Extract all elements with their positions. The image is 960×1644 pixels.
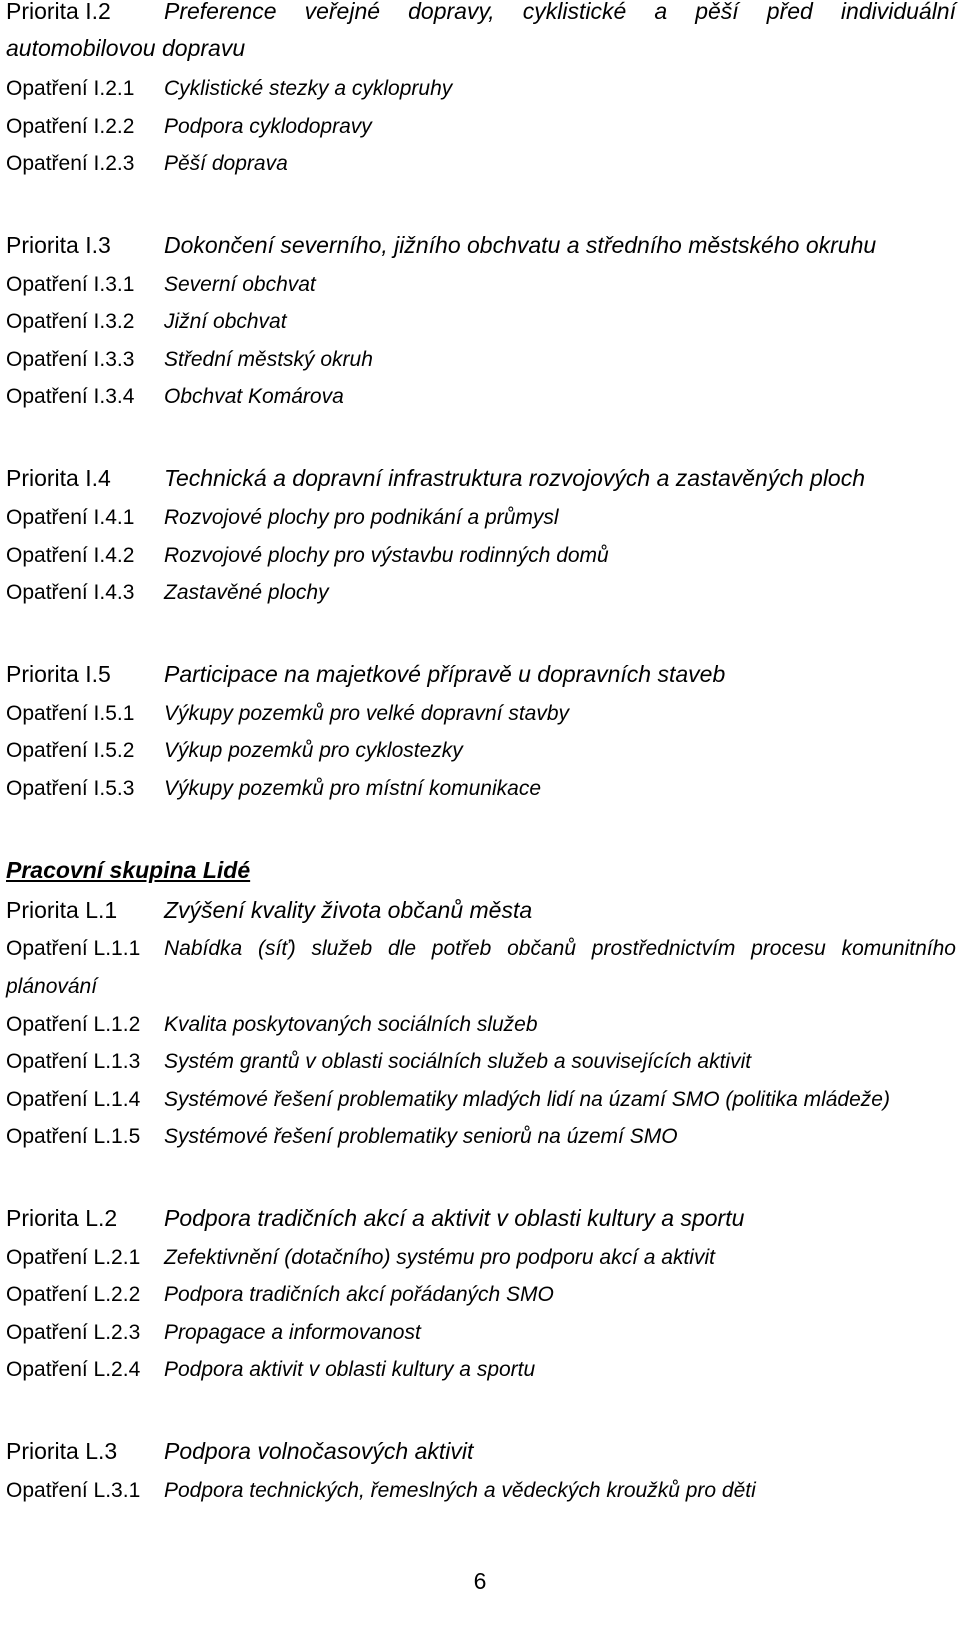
measure-title: Zefektivnění (dotačního) systému pro podporu akcí a aktivit <box>164 1246 715 1269</box>
priority-code: Priorita I.4 <box>6 465 111 491</box>
measure-row <box>6 74 960 104</box>
section-heading-row <box>6 855 960 885</box>
priority-title: Participace na majetkové přípravě u dopravních staveb <box>164 661 726 687</box>
priority-row <box>6 0 960 26</box>
measure-row <box>6 1243 960 1273</box>
measure-title: Podpora cyklodopravy <box>164 115 372 138</box>
measure-title: Systém grantů v oblasti sociálních služeb a souvisejících aktivit <box>164 1050 752 1073</box>
measure-code: Opatření I.4.1 <box>6 506 135 529</box>
measure-code: Opatření I.2.1 <box>6 77 135 100</box>
measure-code: Opatření I.5.3 <box>6 777 135 800</box>
measure-title: Střední městský okruh <box>164 348 373 371</box>
measure-title: Pěší doprava <box>164 152 288 175</box>
measure-title-continuation <box>6 972 960 1002</box>
measure-title: Nabídka (síť) služeb dle potřeb občanů prostřednictvím procesu komunitního <box>164 937 956 960</box>
measure-code: Opatření L.2.4 <box>6 1358 141 1381</box>
measure-code: Opatření L.1.2 <box>6 1013 141 1036</box>
measure-title: Obchvat Komárova <box>164 385 344 408</box>
measure-code: Opatření L.2.1 <box>6 1246 141 1269</box>
measure-row <box>6 1318 960 1348</box>
measure-title: Zastavěné plochy <box>164 581 329 604</box>
priority-title: Podpora tradičních akcí a aktivit v oblasti kultury a sportu <box>164 1205 745 1231</box>
measure-code: Opatření L.1.3 <box>6 1050 141 1073</box>
priority-row <box>6 1203 960 1233</box>
measure-title: Systémové řešení problematiky mladých lidí na úzamí SMO (politika mládeže) <box>164 1088 890 1111</box>
measure-title: Jižní obchvat <box>164 310 287 333</box>
measure-row <box>6 1476 960 1506</box>
priority-title: Podpora volnočasových aktivit <box>164 1438 474 1464</box>
measure-row <box>6 1355 960 1385</box>
measure-title: Podpora technických, řemeslných a vědeckých kroužků pro děti <box>164 1479 756 1502</box>
measure-code: Opatření I.5.2 <box>6 739 135 762</box>
measure-title: Severní obchvat <box>164 273 316 296</box>
measure-row <box>6 1280 960 1310</box>
measure-row <box>6 578 960 608</box>
measure-title: Výkupy pozemků pro velké dopravní stavby <box>164 702 570 725</box>
measure-row <box>6 1122 960 1152</box>
priority-title: Technická a dopravní infrastruktura rozvojových a zastavěných ploch <box>164 465 866 491</box>
measure-row <box>6 112 960 142</box>
measure-code: Opatření L.1.5 <box>6 1125 141 1148</box>
priority-code: Priorita L.3 <box>6 1438 118 1464</box>
measure-row <box>6 541 960 571</box>
measure-code: Opatření I.3.1 <box>6 273 135 296</box>
measure-row <box>6 1010 960 1040</box>
measure-row <box>6 503 960 533</box>
priority-title: Preference veřejné dopravy, cyklistické a pěší před individuální <box>164 0 956 24</box>
measure-code: Opatření L.2.2 <box>6 1283 141 1306</box>
measure-title: Podpora aktivit v oblasti kultury a sportu <box>164 1358 536 1381</box>
measure-code: Opatření I.3.4 <box>6 385 135 408</box>
priority-code: Priorita I.2 <box>6 0 111 24</box>
measure-title: Cyklistické stezky a cyklopruhy <box>164 77 453 100</box>
measure-row <box>6 774 960 804</box>
priority-row <box>6 463 960 493</box>
measure-title: Podpora tradičních akcí pořádaných SMO <box>164 1283 554 1306</box>
measure-code: Opatření L.2.3 <box>6 1321 141 1344</box>
priority-row <box>6 895 960 925</box>
measure-row <box>6 382 960 412</box>
measure-title: Systémové řešení problematiky seniorů na území SMO <box>164 1125 678 1148</box>
measure-code: Opatření I.4.2 <box>6 544 135 567</box>
priority-code: Priorita L.2 <box>6 1205 118 1231</box>
priority-code: Priorita L.1 <box>6 897 118 923</box>
priority-code: Priorita I.5 <box>6 661 111 687</box>
measure-code: Opatření L.3.1 <box>6 1479 141 1502</box>
priority-title: Zvýšení kvality života občanů města <box>164 897 533 923</box>
measure-row <box>6 345 960 375</box>
measure-row <box>6 736 960 766</box>
measure-title: Kvalita poskytovaných sociálních služeb <box>164 1013 538 1036</box>
measure-row <box>6 699 960 729</box>
measure-code: Opatření I.3.3 <box>6 348 135 371</box>
measure-row <box>6 1085 960 1115</box>
measure-row <box>6 1047 960 1077</box>
measure-code: Opatření I.5.1 <box>6 702 135 725</box>
measure-row <box>6 934 960 964</box>
measure-title: Rozvojové plochy pro podnikání a průmysl <box>164 506 559 529</box>
priority-code: Priorita I.3 <box>6 232 111 258</box>
priority-row <box>6 1436 960 1466</box>
measure-code: Opatření I.2.2 <box>6 115 135 138</box>
priority-row <box>6 230 960 260</box>
measure-title: Rozvojové plochy pro výstavbu rodinných domů <box>164 544 609 567</box>
measure-code: Opatření L.1.4 <box>6 1088 141 1111</box>
measure-code: Opatření I.4.3 <box>6 581 135 604</box>
continuation-text: plánování <box>6 975 98 998</box>
priority-title: Dokončení severního, jižního obchvatu a středního městského okruhu <box>164 232 877 258</box>
measure-title: Výkupy pozemků pro místní komunikace <box>164 777 541 800</box>
measure-code: Opatření L.1.1 <box>6 937 141 960</box>
continuation-text: automobilovou dopravu <box>6 35 246 61</box>
measure-code: Opatření I.3.2 <box>6 310 135 333</box>
priority-title-continuation <box>6 33 960 63</box>
priority-row <box>6 659 960 689</box>
measure-row <box>6 149 960 179</box>
measure-row <box>6 307 960 337</box>
measure-title: Propagace a informovanost <box>164 1321 421 1344</box>
page-number: 6 <box>473 1568 487 1594</box>
section-heading: Pracovní skupina Lidé <box>6 857 251 883</box>
measure-row <box>6 270 960 300</box>
measure-code: Opatření I.2.3 <box>6 152 135 175</box>
measure-title: Výkup pozemků pro cyklostezky <box>164 739 463 762</box>
